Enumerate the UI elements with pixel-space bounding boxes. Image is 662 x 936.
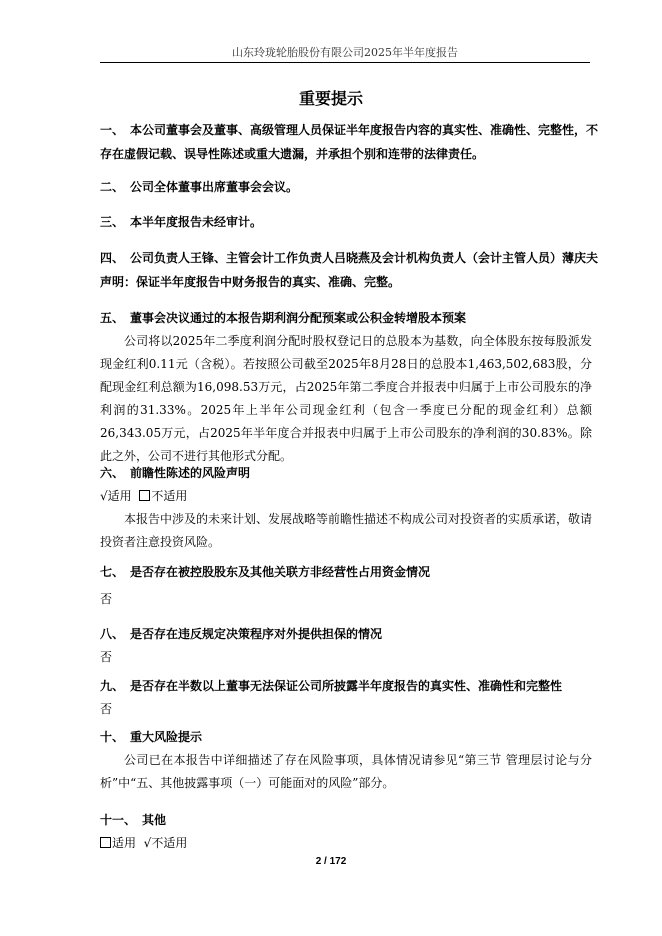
section-4 (100, 246, 599, 294)
section-5-heading: 董事会决议通过的本报告期利润分配预案或公积金转增股本预案 (130, 311, 467, 325)
section-6-number: 六、 (100, 466, 125, 480)
section-5 (100, 306, 592, 468)
section-11-number: 十一、 (100, 813, 137, 827)
checkmark-icon: √ (143, 836, 152, 850)
section-5-body: 公司将以2025年二季度利润分配时股权登记日的总股本为基数，向全体股东按每股派发现金红利0.11元（含税）。若按照公司截至2025年8月28日的总股本1,463,502,683股，分配现金红利总额为16,098.53万元，占2025年第二季度合并报表中归属于上市公司股东的净利润的31.33%。2025年上半年公司现金红利（包含一季度已分配的现金红利）总额26,343.05万元，占2025年半年度合并报表中归属于上市公司股东的净利润的30.83%。除此之外，公司不进行其他形式分配。 (100, 334, 592, 463)
section-10-heading: 重大风险提示 (130, 730, 203, 744)
section-9-answer: 否 (100, 702, 113, 716)
section-4-text-line2: 声明：保证半年度报告中财务报告的真实、准确、完整。 (100, 275, 401, 289)
section-1-heading-cont: 存在虚假记载、误导性陈述或重大遗漏，并承担个别和连带的法律责任。 (100, 147, 485, 161)
section-8 (100, 622, 592, 669)
section-8-answer: 否 (100, 650, 113, 664)
option-applicable: 适用 (107, 489, 132, 503)
page-title: 重要提示 (298, 89, 363, 108)
section-1-text-line1: 本公司董事会及董事、高级管理人员保证半年度报告内容的真实性、准确性、完整性，不 (130, 123, 599, 137)
section-2-number: 二、 (100, 180, 125, 194)
checkbox-empty-icon (100, 837, 111, 848)
section-10-body: 公司已在本报告中详细描述了存在风险事项，具体情况请参见“第三节 管理层讨论与分析”中“五、其他披露事项（一）可能面对的风险”部分。 (100, 753, 592, 790)
section-4-number: 四、 (100, 251, 125, 265)
section-11-heading: 其他 (142, 813, 167, 827)
section-8-number: 八、 (100, 627, 125, 641)
section-2 (100, 175, 592, 199)
header-rule (100, 62, 590, 63)
section-6-body: 本报告中涉及的未来计划、发展战略等前瞻性描述不构成公司对投资者的实质承诺，敬请投资者注意投资风险。 (100, 512, 593, 549)
section-7-heading: 是否存在被控股股东及其他关联方非经营性占用资金情况 (130, 565, 431, 579)
checkmark-icon: √ (100, 489, 108, 503)
section-7 (100, 560, 592, 611)
section-11 (100, 808, 592, 855)
section-9-number: 九、 (100, 679, 125, 693)
option-not-applicable: 不适用 (151, 836, 188, 850)
section-1-heading (100, 118, 599, 142)
running-header: 山东玲珑轮胎股份有限公司2025年半年度报告 (232, 46, 458, 59)
section-6 (100, 461, 592, 554)
section-9-heading: 是否存在半数以上董事无法保证公司所披露半年度报告的真实性、准确性和完整性 (130, 679, 563, 693)
section-3-number: 三、 (100, 215, 125, 229)
section-6-options (100, 485, 592, 508)
section-9 (100, 674, 592, 721)
section-3-text: 本半年度报告未经审计。 (130, 215, 263, 229)
section-7-number: 七、 (100, 565, 125, 579)
section-7-answer: 否 (100, 592, 113, 606)
section-11-options (100, 832, 592, 855)
section-1-number: 一、 (100, 123, 125, 137)
section-3 (100, 210, 592, 234)
section-8-heading: 是否存在违反规定决策程序对外提供担保的情况 (130, 627, 383, 641)
option-applicable: 适用 (112, 836, 137, 850)
page-number: 2 / 172 (315, 856, 347, 867)
section-10-number: 十、 (100, 730, 125, 744)
checkbox-empty-icon (139, 490, 150, 501)
section-4-text-line1: 公司负责人王锋、主管会计工作负责人吕晓燕及会计机构负责人（会计主管人员）薄庆夫 (130, 251, 599, 265)
section-6-heading: 前瞻性陈述的风险声明 (130, 466, 251, 480)
section-1 (100, 118, 599, 166)
section-5-number: 五、 (100, 311, 125, 325)
section-10 (100, 725, 592, 795)
option-not-applicable: 不适用 (151, 489, 188, 503)
section-2-text: 公司全体董事出席董事会会议。 (130, 180, 299, 194)
